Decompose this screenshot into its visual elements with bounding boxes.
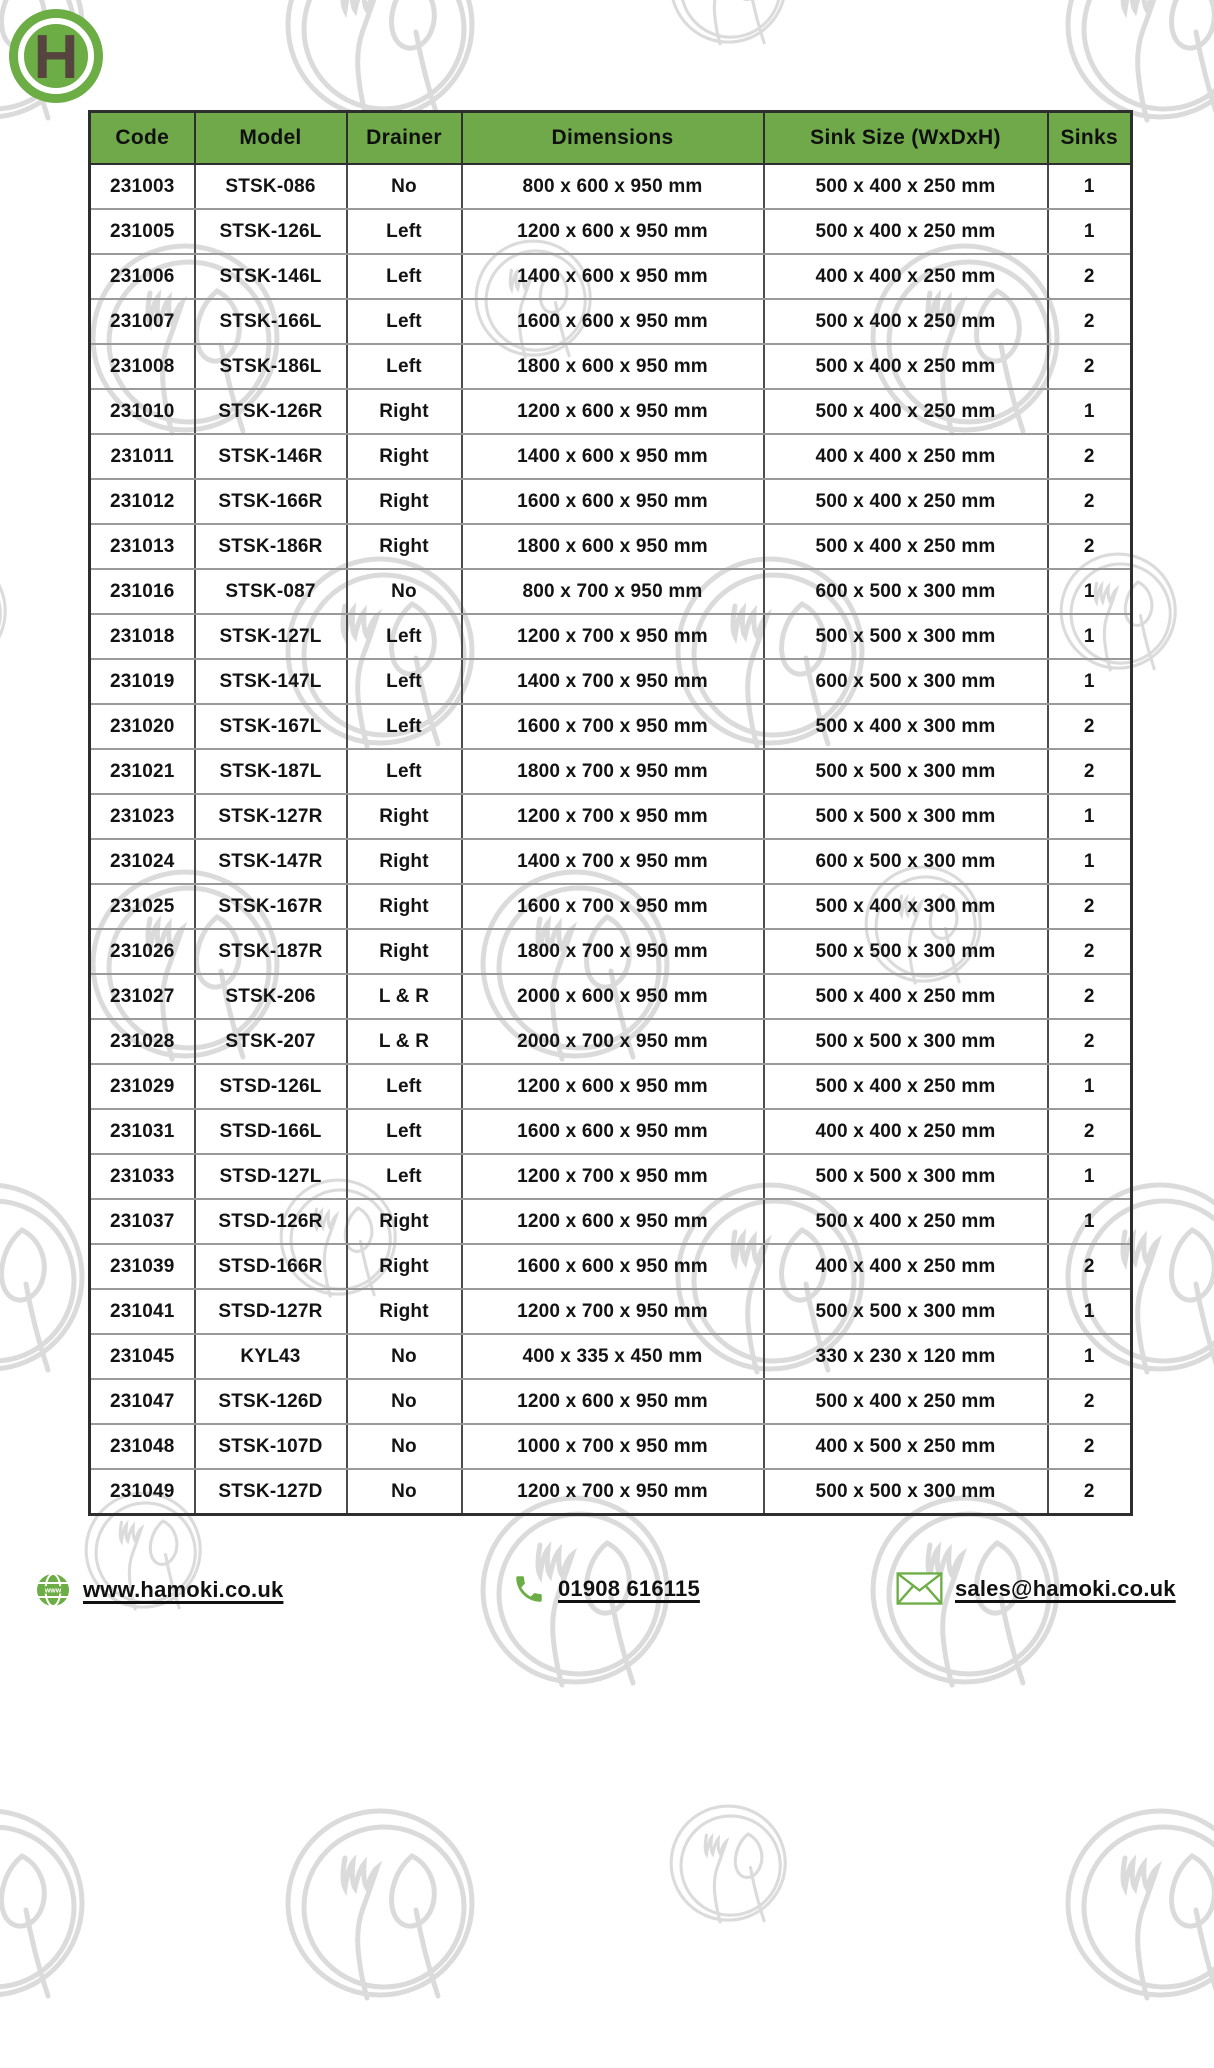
table-cell: 231019	[90, 659, 195, 704]
table-cell: 500 x 500 x 300 mm	[764, 929, 1048, 974]
table-cell: 2	[1048, 524, 1132, 569]
footer	[0, 1572, 1214, 1624]
table-cell: 1200 x 600 x 950 mm	[462, 209, 764, 254]
table-cell: 500 x 500 x 300 mm	[764, 1154, 1048, 1199]
table-cell: STSD-166L	[195, 1109, 347, 1154]
table-row	[90, 1379, 1132, 1424]
table-cell: 1800 x 600 x 950 mm	[462, 524, 764, 569]
phone-link[interactable]: 01908 616115	[558, 1576, 700, 1602]
table-cell: 2000 x 700 x 950 mm	[462, 1019, 764, 1064]
table-row	[90, 1244, 1132, 1289]
table-cell: 1200 x 700 x 950 mm	[462, 1469, 764, 1515]
table-cell: 231011	[90, 434, 195, 479]
table-cell: 500 x 500 x 300 mm	[764, 1019, 1048, 1064]
footer-website[interactable]	[35, 1572, 283, 1608]
table-cell: 800 x 700 x 950 mm	[462, 569, 764, 614]
table-row	[90, 749, 1132, 794]
table-row	[90, 209, 1132, 254]
table-cell: 1	[1048, 614, 1132, 659]
table-cell: Left	[347, 1109, 462, 1154]
table-cell: 2	[1048, 344, 1132, 389]
table-cell: 1600 x 700 x 950 mm	[462, 884, 764, 929]
table-cell: STSK-087	[195, 569, 347, 614]
table-cell: STSD-127L	[195, 1154, 347, 1199]
table-cell: 500 x 500 x 300 mm	[764, 1289, 1048, 1334]
table-cell: 400 x 500 x 250 mm	[764, 1424, 1048, 1469]
table-row	[90, 884, 1132, 929]
table-cell: STSD-126L	[195, 1064, 347, 1109]
table-cell: 500 x 400 x 250 mm	[764, 164, 1048, 209]
table-cell: 400 x 400 x 250 mm	[764, 1244, 1048, 1289]
table-body	[90, 164, 1132, 1515]
table-cell: No	[347, 1469, 462, 1515]
column-header: Sinks	[1048, 112, 1132, 165]
table-cell: STSK-127R	[195, 794, 347, 839]
table-cell: 231028	[90, 1019, 195, 1064]
table-cell: 1	[1048, 659, 1132, 704]
table-cell: Right	[347, 1289, 462, 1334]
table-cell: Right	[347, 839, 462, 884]
table-row	[90, 1424, 1132, 1469]
table-cell: 2	[1048, 1469, 1132, 1515]
table-cell: 1800 x 700 x 950 mm	[462, 749, 764, 794]
table-cell: Left	[347, 209, 462, 254]
table-cell: 330 x 230 x 120 mm	[764, 1334, 1048, 1379]
table-cell: 231045	[90, 1334, 195, 1379]
table-cell: No	[347, 1424, 462, 1469]
table-row	[90, 1154, 1132, 1199]
table-cell: STSK-166L	[195, 299, 347, 344]
table-cell: 231003	[90, 164, 195, 209]
header-row	[90, 112, 1132, 165]
website-link[interactable]: www.hamoki.co.uk	[83, 1577, 283, 1603]
table-cell: STSK-107D	[195, 1424, 347, 1469]
column-header: Model	[195, 112, 347, 165]
table-cell: 1000 x 700 x 950 mm	[462, 1424, 764, 1469]
table-cell: 231023	[90, 794, 195, 839]
watermark-icon	[660, 0, 796, 87]
table-cell: 2	[1048, 254, 1132, 299]
table-cell: 2	[1048, 749, 1132, 794]
table-cell: 2	[1048, 1424, 1132, 1469]
table-cell: 500 x 400 x 250 mm	[764, 209, 1048, 254]
table-row	[90, 704, 1132, 749]
table-cell: 231049	[90, 1469, 195, 1515]
table-cell: STSK-186L	[195, 344, 347, 389]
table-cell: 1600 x 600 x 950 mm	[462, 1244, 764, 1289]
spec-table-wrap	[88, 110, 1133, 1516]
watermark-icon	[0, 1172, 100, 1442]
table-cell: STSK-147L	[195, 659, 347, 704]
table-cell: 500 x 500 x 300 mm	[764, 794, 1048, 839]
table-cell: Left	[347, 1154, 462, 1199]
table-cell: 1	[1048, 1199, 1132, 1244]
table-cell: 231010	[90, 389, 195, 434]
watermark-icon	[660, 1798, 796, 1965]
table-cell: 231048	[90, 1424, 195, 1469]
hamoki-logo	[6, 6, 106, 111]
column-header: Code	[90, 112, 195, 165]
table-cell: 1200 x 600 x 950 mm	[462, 1379, 764, 1424]
table-cell: 1200 x 600 x 950 mm	[462, 1199, 764, 1244]
table-row	[90, 1289, 1132, 1334]
table-cell: 231039	[90, 1244, 195, 1289]
table-cell: 2	[1048, 299, 1132, 344]
table-row	[90, 524, 1132, 569]
table-cell: 1	[1048, 1289, 1132, 1334]
table-row	[90, 1469, 1132, 1515]
table-row	[90, 974, 1132, 1019]
column-header: Drainer	[347, 112, 462, 165]
table-cell: 231029	[90, 1064, 195, 1109]
table-cell: STSK-146L	[195, 254, 347, 299]
watermark-icon	[1050, 1798, 1214, 2068]
table-cell: 1400 x 600 x 950 mm	[462, 434, 764, 479]
table-cell: 500 x 400 x 300 mm	[764, 884, 1048, 929]
table-row	[90, 569, 1132, 614]
table-cell: 400 x 335 x 450 mm	[462, 1334, 764, 1379]
table-cell: 1800 x 600 x 950 mm	[462, 344, 764, 389]
table-cell: 1600 x 600 x 950 mm	[462, 479, 764, 524]
svg-text:www: www	[44, 1588, 62, 1595]
phone-icon	[512, 1572, 546, 1606]
table-cell: Right	[347, 479, 462, 524]
watermark-icon	[0, 1798, 100, 2068]
table-cell: STSK-187R	[195, 929, 347, 974]
table-cell: 500 x 400 x 250 mm	[764, 524, 1048, 569]
table-row	[90, 299, 1132, 344]
table-row	[90, 1199, 1132, 1244]
table-cell: STSK-086	[195, 164, 347, 209]
table-cell: 600 x 500 x 300 mm	[764, 659, 1048, 704]
table-cell: 2	[1048, 434, 1132, 479]
table-cell: Left	[347, 344, 462, 389]
table-cell: 500 x 400 x 250 mm	[764, 389, 1048, 434]
table-cell: 231021	[90, 749, 195, 794]
table-cell: 231031	[90, 1109, 195, 1154]
table-cell: 231026	[90, 929, 195, 974]
table-cell: 231013	[90, 524, 195, 569]
table-cell: 1600 x 700 x 950 mm	[462, 704, 764, 749]
table-cell: 2	[1048, 1244, 1132, 1289]
table-cell: 2	[1048, 1379, 1132, 1424]
table-cell: 231033	[90, 1154, 195, 1199]
table-cell: 231008	[90, 344, 195, 389]
table-cell: Left	[347, 704, 462, 749]
table-cell: Right	[347, 929, 462, 974]
watermark-icon	[0, 546, 16, 713]
table-cell: No	[347, 164, 462, 209]
table-cell: Left	[347, 659, 462, 704]
table-cell: 400 x 400 x 250 mm	[764, 254, 1048, 299]
table-cell: STSK-126L	[195, 209, 347, 254]
table-cell: 1200 x 600 x 950 mm	[462, 1064, 764, 1109]
table-cell: STSK-167R	[195, 884, 347, 929]
globe-icon	[35, 1572, 71, 1608]
table-cell: No	[347, 1379, 462, 1424]
table-cell: L & R	[347, 974, 462, 1019]
footer-phone[interactable]	[512, 1572, 700, 1606]
table-cell: 231016	[90, 569, 195, 614]
table-cell: STSK-147R	[195, 839, 347, 884]
table-cell: 800 x 600 x 950 mm	[462, 164, 764, 209]
table-cell: 1200 x 700 x 950 mm	[462, 794, 764, 839]
table-cell: Right	[347, 884, 462, 929]
table-cell: 2	[1048, 479, 1132, 524]
table-cell: Right	[347, 1199, 462, 1244]
table-cell: 1800 x 700 x 950 mm	[462, 929, 764, 974]
table-cell: 231027	[90, 974, 195, 1019]
spec-table	[88, 110, 1133, 1516]
table-cell: STSD-166R	[195, 1244, 347, 1289]
table-cell: 2000 x 600 x 950 mm	[462, 974, 764, 1019]
table-cell: 500 x 400 x 250 mm	[764, 1379, 1048, 1424]
table-cell: 2	[1048, 704, 1132, 749]
table-cell: No	[347, 1334, 462, 1379]
table-cell: 500 x 400 x 250 mm	[764, 1199, 1048, 1244]
table-cell: 231018	[90, 614, 195, 659]
table-cell: Left	[347, 1064, 462, 1109]
table-cell: 600 x 500 x 300 mm	[764, 839, 1048, 884]
table-cell: 1	[1048, 1334, 1132, 1379]
table-cell: 2	[1048, 884, 1132, 929]
table-cell: 231047	[90, 1379, 195, 1424]
table-row	[90, 479, 1132, 524]
table-cell: STSK-126D	[195, 1379, 347, 1424]
table-cell: Left	[347, 299, 462, 344]
table-row	[90, 344, 1132, 389]
table-cell: 500 x 400 x 250 mm	[764, 299, 1048, 344]
table-cell: Right	[347, 1244, 462, 1289]
table-cell: STSD-127R	[195, 1289, 347, 1334]
table-cell: STSD-126R	[195, 1199, 347, 1244]
table-cell: 1600 x 600 x 950 mm	[462, 299, 764, 344]
table-cell: 231024	[90, 839, 195, 884]
table-cell: STSK-127L	[195, 614, 347, 659]
table-cell: Right	[347, 434, 462, 479]
table-cell: STSK-167L	[195, 704, 347, 749]
table-cell: 231037	[90, 1199, 195, 1244]
table-cell: 500 x 400 x 300 mm	[764, 704, 1048, 749]
table-cell: 1200 x 700 x 950 mm	[462, 1289, 764, 1334]
table-row	[90, 1109, 1132, 1154]
table-row	[90, 434, 1132, 479]
table-cell: 500 x 500 x 300 mm	[764, 1469, 1048, 1515]
table-cell: STSK-207	[195, 1019, 347, 1064]
table-cell: 500 x 400 x 250 mm	[764, 1064, 1048, 1109]
footer-email[interactable]	[896, 1572, 1176, 1605]
table-cell: STSK-206	[195, 974, 347, 1019]
table-cell: STSK-146R	[195, 434, 347, 479]
table-cell: 2	[1048, 974, 1132, 1019]
table-cell: 1	[1048, 1064, 1132, 1109]
table-cell: 1400 x 600 x 950 mm	[462, 254, 764, 299]
table-cell: 1	[1048, 209, 1132, 254]
table-cell: 231005	[90, 209, 195, 254]
table-row	[90, 839, 1132, 884]
table-cell: STSK-187L	[195, 749, 347, 794]
table-row	[90, 659, 1132, 704]
table-cell: 1	[1048, 569, 1132, 614]
table-row	[90, 164, 1132, 209]
table-cell: STSK-126R	[195, 389, 347, 434]
table-cell: Right	[347, 794, 462, 839]
logo-letter: H	[34, 23, 79, 92]
logo-circle-icon	[6, 6, 106, 106]
table-cell: 500 x 500 x 300 mm	[764, 614, 1048, 659]
table-cell: 500 x 500 x 300 mm	[764, 749, 1048, 794]
table-cell: No	[347, 569, 462, 614]
watermark-icon	[270, 1798, 490, 2068]
table-cell: 231041	[90, 1289, 195, 1334]
table-row	[90, 1334, 1132, 1379]
table-cell: 1	[1048, 164, 1132, 209]
table-cell: Left	[347, 254, 462, 299]
table-cell: Left	[347, 614, 462, 659]
email-link[interactable]: sales@hamoki.co.uk	[955, 1576, 1176, 1602]
table-cell: 2	[1048, 1019, 1132, 1064]
table-cell: 1	[1048, 1154, 1132, 1199]
table-cell: 500 x 400 x 250 mm	[764, 974, 1048, 1019]
table-cell: STSK-166R	[195, 479, 347, 524]
envelope-icon	[896, 1572, 943, 1605]
table-cell: 400 x 400 x 250 mm	[764, 434, 1048, 479]
table-cell: STSK-186R	[195, 524, 347, 569]
table-cell: 231012	[90, 479, 195, 524]
table-cell: 1200 x 600 x 950 mm	[462, 389, 764, 434]
table-cell: 500 x 400 x 250 mm	[764, 479, 1048, 524]
table-cell: 231006	[90, 254, 195, 299]
table-cell: Right	[347, 524, 462, 569]
column-header: Sink Size (WxDxH)	[764, 112, 1048, 165]
table-cell: 2	[1048, 929, 1132, 974]
table-cell: STSK-127D	[195, 1469, 347, 1515]
table-cell: 1	[1048, 389, 1132, 434]
table-cell: 231020	[90, 704, 195, 749]
table-cell: L & R	[347, 1019, 462, 1064]
table-cell: 1	[1048, 839, 1132, 884]
table-cell: 500 x 400 x 250 mm	[764, 344, 1048, 389]
table-row	[90, 614, 1132, 659]
table-row	[90, 794, 1132, 839]
table-row	[90, 1064, 1132, 1109]
table-row	[90, 1019, 1132, 1064]
table-cell: 600 x 500 x 300 mm	[764, 569, 1048, 614]
table-cell: 1400 x 700 x 950 mm	[462, 659, 764, 704]
table-cell: 1400 x 700 x 950 mm	[462, 839, 764, 884]
table-cell: 1200 x 700 x 950 mm	[462, 1154, 764, 1199]
table-row	[90, 254, 1132, 299]
table-cell: 1600 x 600 x 950 mm	[462, 1109, 764, 1154]
table-row	[90, 929, 1132, 974]
table-cell: Right	[347, 389, 462, 434]
table-row	[90, 389, 1132, 434]
table-cell: KYL43	[195, 1334, 347, 1379]
table-cell: Left	[347, 749, 462, 794]
table-cell: 2	[1048, 1109, 1132, 1154]
column-header: Dimensions	[462, 112, 764, 165]
table-cell: 400 x 400 x 250 mm	[764, 1109, 1048, 1154]
table-cell: 231007	[90, 299, 195, 344]
table-cell: 1200 x 700 x 950 mm	[462, 614, 764, 659]
table-cell: 231025	[90, 884, 195, 929]
table-cell: 1	[1048, 794, 1132, 839]
